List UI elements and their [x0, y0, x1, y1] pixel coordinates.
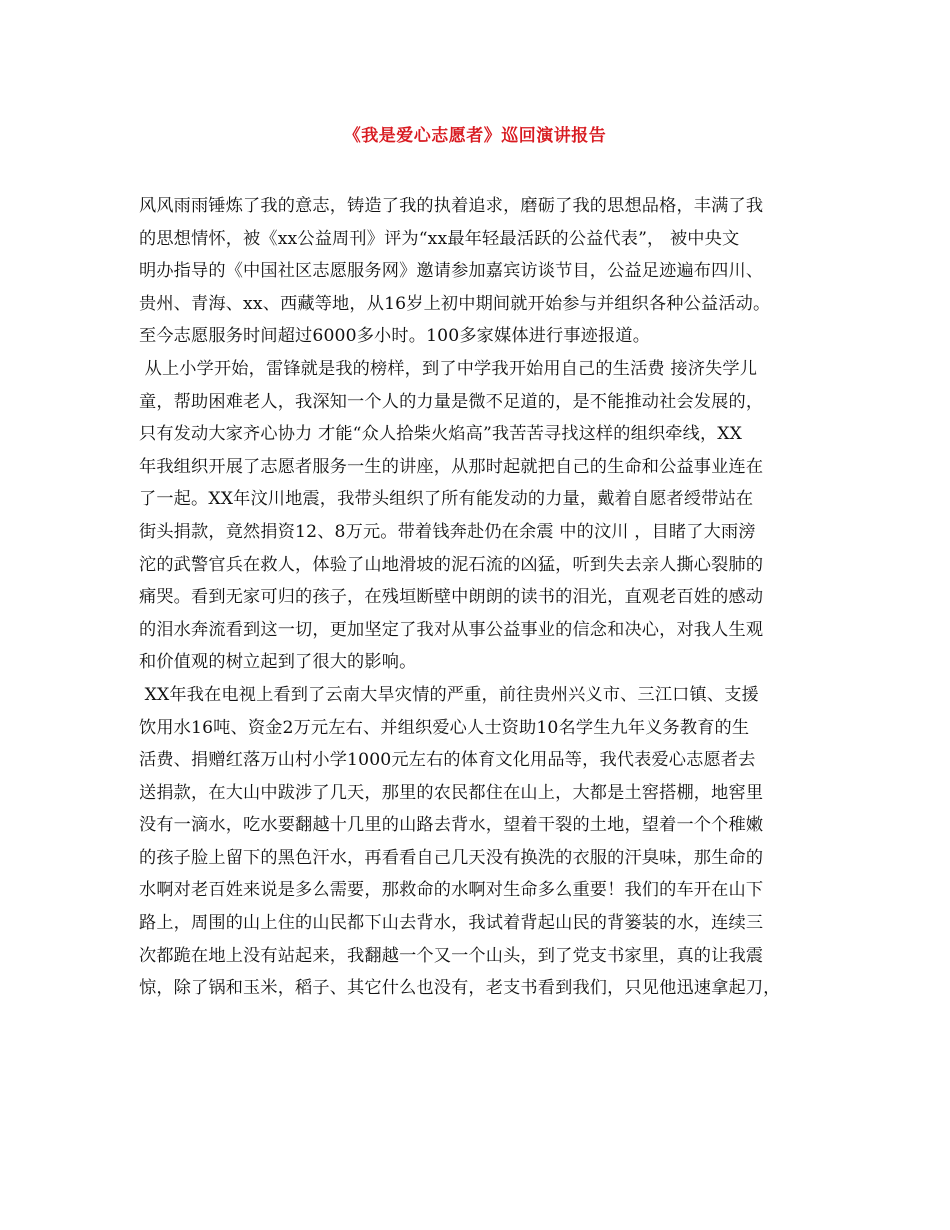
text-line: 风风雨雨锤炼了我的意志，铸造了我的执着追求，磨砺了我的思想品格，丰满了我 [139, 196, 764, 216]
text-line: 贵州、青海、xx、西藏等地，从16岁上初中期间就开始参与并组织各种公益活动。 [139, 293, 771, 314]
text-line: 年我组织开展了志愿者服务一生的讲座，从那时起就把自己的生命和公益事业连在 [139, 456, 764, 477]
text-line: 送捐款，在大山中跋涉了几天，那里的农民都住在山上，大都是土窖搭棚，地窖里 [139, 782, 764, 803]
text-line: 了一起。XX年汶川地震，我带头组织了所有能发动的力量，戴着自愿者绶带站在 [139, 489, 754, 510]
text-line: 的泪水奔流看到这一切，更加坚定了我对从事公益事业的信念和决心，对我人生观 [139, 619, 764, 640]
text-line: 街头捐款，竟然捐资12、8万元。带着钱奔赴仍在余震 中的汶川 ，目睹了大雨滂 [139, 521, 756, 542]
text-line: 明办指导的《中国社区志愿服务网》邀请参加嘉宾访谈节目，公益足迹遍布四川、 [139, 261, 764, 282]
text-line: XX年我在电视上看到了云南大旱灾情的严重，前往贵州兴义市、三江口镇、支援 [139, 684, 759, 705]
text-line: 和价值观的树立起到了很大的影响。 [139, 652, 417, 673]
document-body [139, 190, 829, 1005]
text-line: 的思想情怀，被《xx公益周刊》评为“xx最年轻最活跃的公益代表”， 被中央文 [139, 228, 740, 249]
text-line: 从上小学开始，雷锋就是我的榜样，到了中学我开始用自己的生活费 接济失学儿 [139, 358, 758, 379]
text-line: 活费、捐赠红落万山村小学1000元左右的体育文化用品等，我代表爱心志愿者去 [139, 750, 756, 771]
document-title: 《我是爱心志愿者》巡回演讲报告 [343, 126, 607, 146]
text-line: 路上，周围的山上住的山民都下山去背水，我试着背起山民的背篓装的水，连续三 [139, 913, 764, 934]
text-line: 童，帮助困难老人，我深知一个人的力量是微不足道的，是不能推动社会发展的， [139, 391, 764, 412]
text-line: 次都跪在地上没有站起来，我翻越一个又一个山头，到了党支书家里，真的让我震 [139, 945, 764, 966]
text-line: 没有一滴水，吃水要翻越十几里的山路去背水，望着干裂的土地，望着一个个稚嫩 [139, 815, 764, 836]
text-line: 水啊对老百姓来说是多么需要，那救命的水啊对生命多么重要！我们的车开在山下 [139, 880, 764, 901]
text-line: 的孩子脸上留下的黑色汗水，再看看自己几天没有换洗的衣服的汗臭味，那生命的 [139, 847, 764, 868]
text-line: 痛哭。看到无家可归的孩子，在残垣断壁中朗朗的读书的泪光，直观老百姓的感动 [139, 587, 764, 608]
text-line: 饮用水16吨、资金2万元左右、并组织爱心人士资助10名学生九年义务教育的生 [139, 717, 750, 738]
text-line: 至今志愿服务时间超过6000多小时。100多家媒体进行事迹报道。 [139, 326, 651, 347]
text-line: 沱的武警官兵在救人，体验了山地滑坡的泥石流的凶猛，听到失去亲人撕心裂肺的 [139, 554, 764, 575]
text-line: 只有发动大家齐心协力 才能“众人拾柴火焰高”我苦苦寻找这样的组织牵线，XX [139, 424, 743, 445]
text-line: 惊，除了锅和玉米，稻子、其它什么也没有，老支书看到我们，只见他迅速拿起刀， [139, 978, 781, 999]
